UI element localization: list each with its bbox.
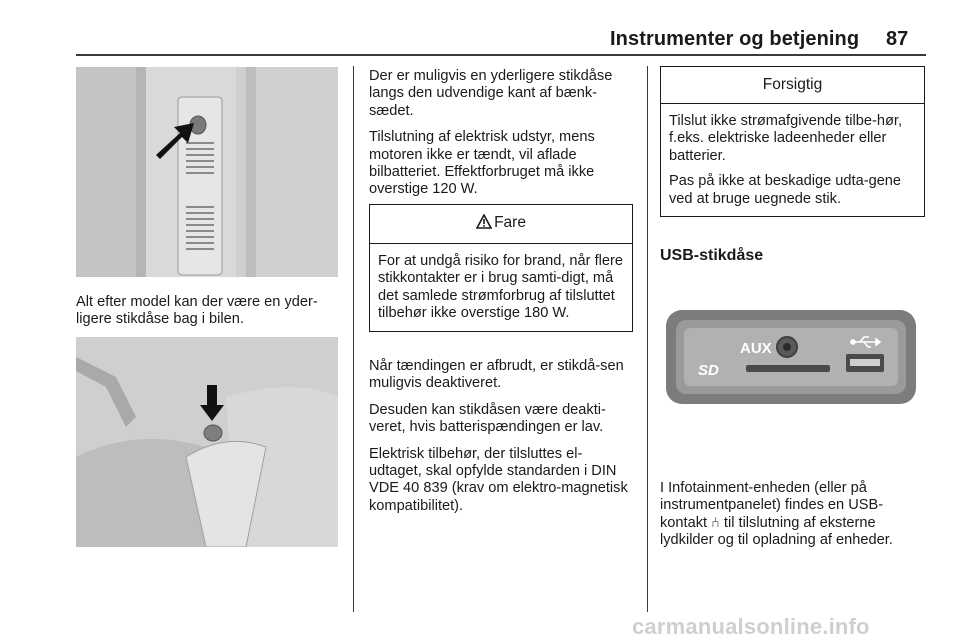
warning-triangle-icon	[476, 214, 492, 234]
pillar-illustration	[76, 67, 338, 277]
usb-description: I Infotainment-enheden (eller på instrumentpanelet) findes en USB-kontakt ⑃ til tilslutning af eksterne lydkilder og til opladning af enheder.	[660, 480, 893, 549]
middle-text-bottom	[369, 358, 635, 524]
aux-label: AUX	[740, 340, 772, 357]
danger-box-title: Fare	[494, 214, 526, 231]
caution-box	[660, 66, 925, 217]
caution-box-header	[661, 67, 924, 104]
page-header-title: Instrumenter og betjening	[610, 28, 860, 50]
usb-panel-illustration	[660, 268, 923, 468]
caution-box-body	[661, 104, 924, 216]
paragraph-din-standard: Elektrisk tilbehør, der tilsluttes el-udtaget, skal opfylde standarden i DIN VDE 40 839 (krav om elektro-magnetisk kompatibilitet).	[369, 445, 628, 514]
danger-box-text: For at undgå risiko for brand, når flere stikkontakter er i brug samti-digt, må det samlede strømforbrug af tilsluttet tilbehør ikke overstige 180 W.	[378, 253, 623, 322]
page-number: 87	[886, 28, 909, 50]
caution-box-title: Forsigtig	[762, 76, 823, 93]
column-divider-left	[353, 66, 354, 612]
sd-label: SD	[698, 362, 719, 379]
caution-text-plugs: Pas på ikke at beskadige udta-gene ved at bruge uegnede stik.	[669, 173, 902, 207]
paragraph-ignition-off: Når tændingen er afbrudt, er stikdå-sen muligvis deaktiveret.	[369, 358, 624, 392]
caution-text-chargers: Tilslut ikke strømafgivende tilbe-hør, f.eks. elektriske ladeenheder eller batterier.	[669, 113, 903, 164]
seat-illustration	[76, 337, 338, 547]
column-divider-right	[647, 66, 648, 612]
figure-seat-socket	[76, 337, 338, 547]
middle-text-top	[369, 68, 635, 208]
left-caption: Alt efter model kan der være en yder-ligere stikdåse bag i bilen.	[76, 294, 318, 328]
danger-box	[369, 204, 633, 332]
watermark: carmanualsonline.info	[632, 614, 870, 639]
header-divider	[76, 54, 926, 56]
danger-box-body	[370, 244, 632, 331]
danger-box-header	[370, 205, 632, 244]
paragraph-extra-socket: Der er muligvis en yderligere stikdåse langs den udvendige kant af bænk-sædet.	[369, 68, 613, 119]
paragraph-battery-drain: Tilslutning af elektrisk udstyr, mens motoren ikke er tændt, vil aflade bilbatteriet. Effektforbruget må ikke overstige 120 W.	[369, 129, 595, 198]
paragraph-low-voltage: Desuden kan stikdåsen være deakti-veret, hvis batterispændingen er lav.	[369, 401, 606, 436]
figure-rear-socket-pillar	[76, 67, 338, 277]
usb-section-heading: USB-stikdåse	[660, 247, 764, 264]
figure-usb-panel	[660, 268, 923, 468]
